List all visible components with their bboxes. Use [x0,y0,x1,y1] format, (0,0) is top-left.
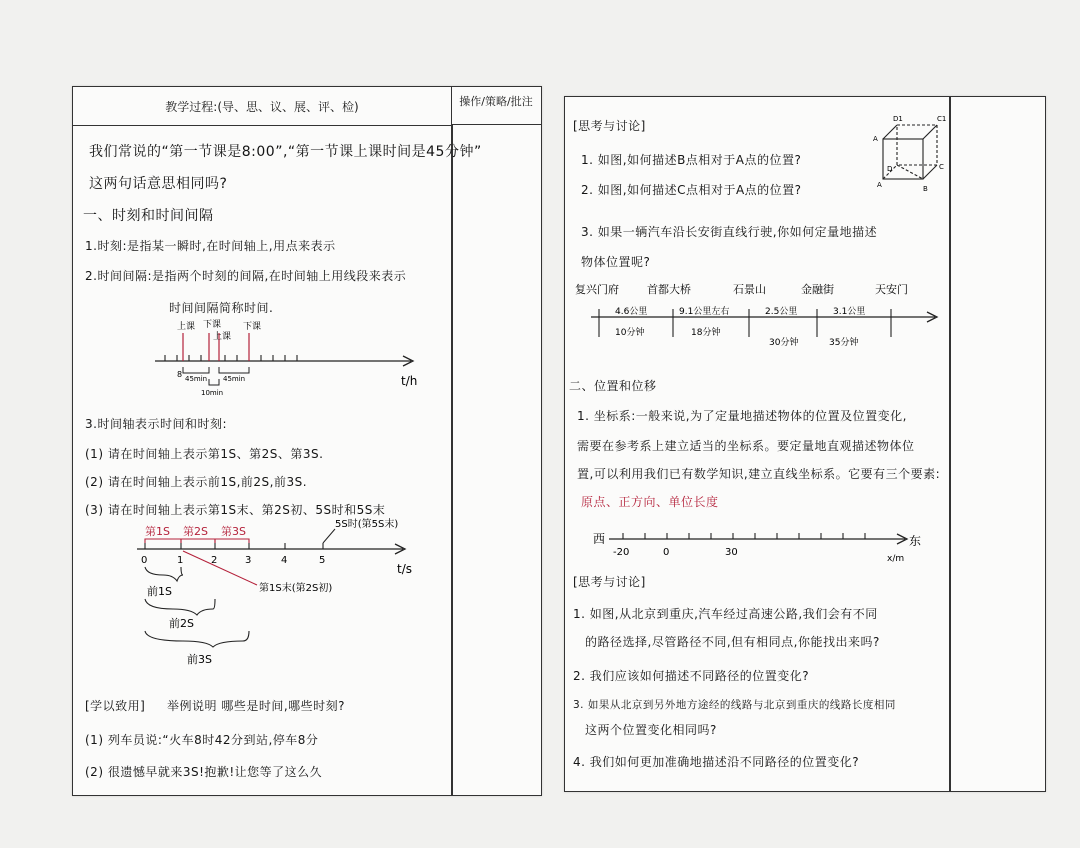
red-second-labels [145,525,246,538]
note-5s-pointer [323,529,335,543]
svg-text:C1: C1 [937,115,947,123]
svg-text:第1S: 第1S [145,525,170,538]
interval-c: 10min [201,389,224,397]
svg-text:30分钟: 30分钟 [769,338,799,348]
braces [145,567,249,647]
brace-label-2: 前2S [169,617,194,630]
header-title: 教学过程:(导、思、议、展、评、检) [73,87,452,126]
svg-text:3.1公里: 3.1公里 [833,307,866,317]
red-brackets [145,539,249,543]
route-diagram [565,281,949,371]
route-times [615,326,858,348]
svg-text:9.1公里左右: 9.1公里左右 [679,307,730,317]
section1-item-2: 2.时间间隔:是指两个时刻的间隔,在时间轴上用线段来表示 [85,269,407,283]
section2-title: 二、位置和位移 [569,379,657,393]
section3-item-2: (2) 请在时间轴上表示前1S,前2S,前3S. [85,475,308,489]
tick-labels [141,555,325,566]
think1-item-1: 1. 如图,如何描述B点相对于A点的位置? [581,153,802,167]
svg-text:0: 0 [663,547,670,558]
mark-top-1: 上课 [177,322,196,332]
margin-column-divider [949,97,951,791]
note-5s: 5S时(第5S末) [335,519,399,530]
svg-text:天安门: 天安门 [875,283,908,296]
svg-text:35分钟: 35分钟 [829,338,859,348]
timeline-hours [73,315,451,395]
axis-label-h: t/h [401,374,418,388]
svg-text:第2S: 第2S [183,525,208,538]
think2-item-6: 4. 我们如何更加准确地描述沿不同路径的位置变化? [573,755,860,769]
svg-text:2: 2 [211,555,218,566]
svg-text:0: 0 [141,555,148,566]
svg-text:复兴门府: 复兴门府 [575,283,619,296]
practice-question: 举例说明 哪些是时间,哪些时刻? [167,699,345,713]
svg-text:第3S: 第3S [221,525,246,538]
axis-west: 西 [593,532,606,546]
think2-item-3: 2. 我们应该如何描述不同路径的位置变化? [573,669,810,683]
axis-label-s: t/s [397,562,412,576]
svg-text:C: C [939,163,944,171]
think2-tag: [思考与讨论] [573,575,646,589]
header-side-column: 操作/策略/批注 [451,87,541,125]
svg-text:4.6公里: 4.6公里 [615,307,648,317]
section2-elements: 原点、正方向、单位长度 [581,495,719,509]
think2-item-5: 这两个位置变化相同吗? [585,723,717,737]
timeline-seconds-ticks [145,543,323,549]
svg-text:金融街: 金融街 [801,283,834,296]
section1-item-3: 时间间隔简称时间. [169,301,274,315]
svg-text:D: D [887,165,893,173]
practice-tag: [学以致用] [85,699,146,713]
svg-text:-20: -20 [613,547,630,558]
think1-item-2: 2. 如图,如何描述C点相对于A点的位置? [581,183,802,197]
section1-title: 一、时刻和时间间隔 [83,208,214,224]
svg-text:D1: D1 [893,115,903,123]
section3-title: 3.时间轴表示时间和时刻: [85,417,227,431]
brace-label-1: 前1S [147,585,172,598]
think2-item-2: 的路径选择,尽管路径不同,但有相同点,你能找出来吗? [585,635,880,649]
section2-line-3: 置,可以利用我们已有数学知识,建立直线坐标系。它要有三个要素: [577,467,941,481]
svg-text:首都大桥: 首都大桥 [647,283,691,296]
intro-line-2: 这两句话意思相同吗? [89,176,228,192]
brace-label-3: 前3S [187,653,212,666]
timeline-seconds [73,519,451,673]
axis-east: 东 [909,534,922,548]
svg-text:4: 4 [281,555,288,566]
section2-line-1: 1. 坐标系:一般来说,为了定量地描述物体的位置及位置变化, [577,409,907,423]
svg-text:3: 3 [245,555,252,566]
right-lesson-page [564,96,1046,792]
note-1s: 第1S末(第2S初) [259,583,333,594]
svg-text:B: B [923,185,928,193]
interval-a: 45min [185,375,208,383]
bracket-a [183,367,209,373]
section1-item-1: 1.时刻:是指某一瞬时,在时间轴上,用点来表示 [85,239,336,253]
think1-item-3: 3. 如果一辆汽车沿长安街直线行驶,你如何定量地描述 [581,225,878,239]
svg-text:30: 30 [725,547,738,558]
intro-line-1: 我们常说的“第一节课是8:00”,“第一节课上课时间是45分钟” [89,144,482,160]
svg-text:A: A [877,181,882,189]
mark-top-4: 下课 [243,322,262,332]
route-distances [615,305,865,317]
mark-top-2: 下课 [203,320,222,330]
think2-item-4: 3. 如果从北京到另外地方途经的线路与北京到重庆的线路长度相同 [573,699,896,711]
timeline-hours-ticks [165,355,297,361]
svg-text:1: 1 [177,555,184,566]
think1-tag: [思考与讨论] [573,119,646,133]
svg-text:2.5公里: 2.5公里 [765,307,798,317]
interval-b: 45min [223,375,246,383]
margin-column-divider [451,125,453,795]
left-lesson-page [72,86,542,796]
think2-item-1: 1. 如图,从北京到重庆,汽车经过高速公路,我们会有不同 [573,607,878,621]
think1-item-4: 物体位置呢? [581,255,651,269]
svg-text:10分钟: 10分钟 [615,328,645,338]
bracket-b [219,367,249,373]
practice-item-2: (2) 很遗憾早就来3S!抱歉!让您等了这么久 [85,765,323,779]
section3-item-1: (1) 请在时间轴上表示第1S、第2S、第3S. [85,447,324,461]
section3-item-3: (3) 请在时间轴上表示第1S末、第2S初、5S时和5S末 [85,503,386,517]
svg-text:石景山: 石景山 [733,283,766,296]
axis-unit: x/m [887,554,905,564]
mark-top-3: 上课 [213,332,232,342]
svg-text:5: 5 [319,555,326,566]
axis-tick-labels [613,547,738,558]
svg-text:A: A [873,135,878,143]
svg-text:18分钟: 18分钟 [691,328,721,338]
coordinate-axis [565,517,949,567]
label-start: 8 [177,370,183,379]
practice-item-1: (1) 列车员说:“火车8时42分到站,停车8分 [85,733,319,747]
cube-diagram [869,111,949,203]
axis-ticks [623,533,865,539]
section2-line-2: 需要在参考系上建立适当的坐标系。要定量地直观描述物体位 [577,439,915,453]
route-places [575,282,908,296]
bracket-c [209,379,219,385]
